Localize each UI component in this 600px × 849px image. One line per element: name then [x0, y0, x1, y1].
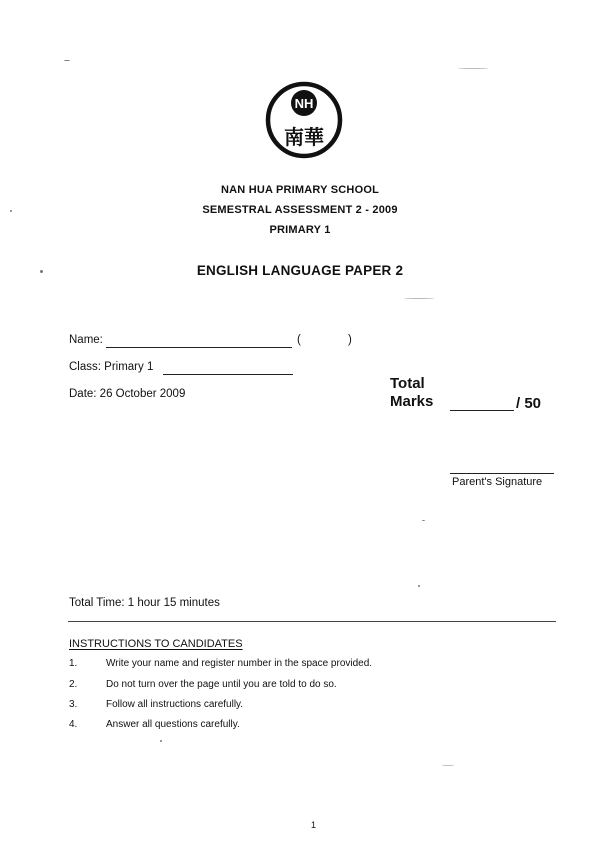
school-crest-icon — [265, 81, 343, 159]
scan-speck — [160, 740, 162, 742]
scan-speck — [404, 298, 434, 299]
scan-speck — [418, 585, 420, 587]
level-label: PRIMARY 1 — [269, 224, 331, 236]
total-time: Total Time: 1 hour 15 minutes — [69, 597, 220, 609]
parent-signature-field[interactable] — [450, 473, 554, 474]
marks-out-of: / 50 — [516, 395, 542, 412]
instruction-number: 4. — [69, 719, 78, 730]
instruction-number: 1. — [69, 658, 78, 669]
divider — [68, 621, 556, 622]
register-paren-open: ( — [297, 334, 301, 346]
marks-label: Marks — [390, 393, 434, 410]
name-field[interactable] — [106, 347, 292, 348]
logo-monogram: NH — [294, 96, 314, 111]
class-label: Class: Primary 1 — [69, 361, 154, 373]
assessment-title: SEMESTRAL ASSESSMENT 2 - 2009 — [202, 204, 398, 216]
logo-chinese: 南華 — [284, 125, 324, 149]
page-number: 1 — [311, 820, 317, 830]
instruction-number: 3. — [69, 699, 78, 710]
instruction-text: Answer all questions carefully. — [106, 719, 240, 730]
scan-speck — [422, 520, 425, 521]
name-label: Name: — [69, 334, 103, 346]
register-paren-close: ) — [348, 334, 352, 346]
instruction-number: 2. — [69, 679, 78, 690]
date-label: Date: 26 October 2009 — [69, 388, 186, 400]
paper-title: ENGLISH LANGUAGE PAPER 2 — [196, 263, 404, 278]
total-label: Total — [390, 375, 425, 392]
scan-speck — [10, 210, 12, 212]
school-name: NAN HUA PRIMARY SCHOOL — [221, 184, 379, 196]
scan-speck — [458, 68, 488, 69]
total-marks-field[interactable] — [450, 410, 514, 411]
parent-signature-label: Parent's Signature — [452, 476, 543, 488]
scan-speck — [442, 765, 454, 766]
instruction-text: Do not turn over the page until you are told to do so. — [106, 679, 337, 690]
scan-speck — [64, 60, 70, 61]
scan-speck — [40, 270, 43, 273]
instruction-text: Follow all instructions carefully. — [106, 699, 244, 710]
instructions-heading: INSTRUCTIONS TO CANDIDATES — [69, 638, 243, 650]
instruction-text: Write your name and register number in the space provided. — [106, 658, 373, 669]
class-field[interactable] — [163, 374, 293, 375]
